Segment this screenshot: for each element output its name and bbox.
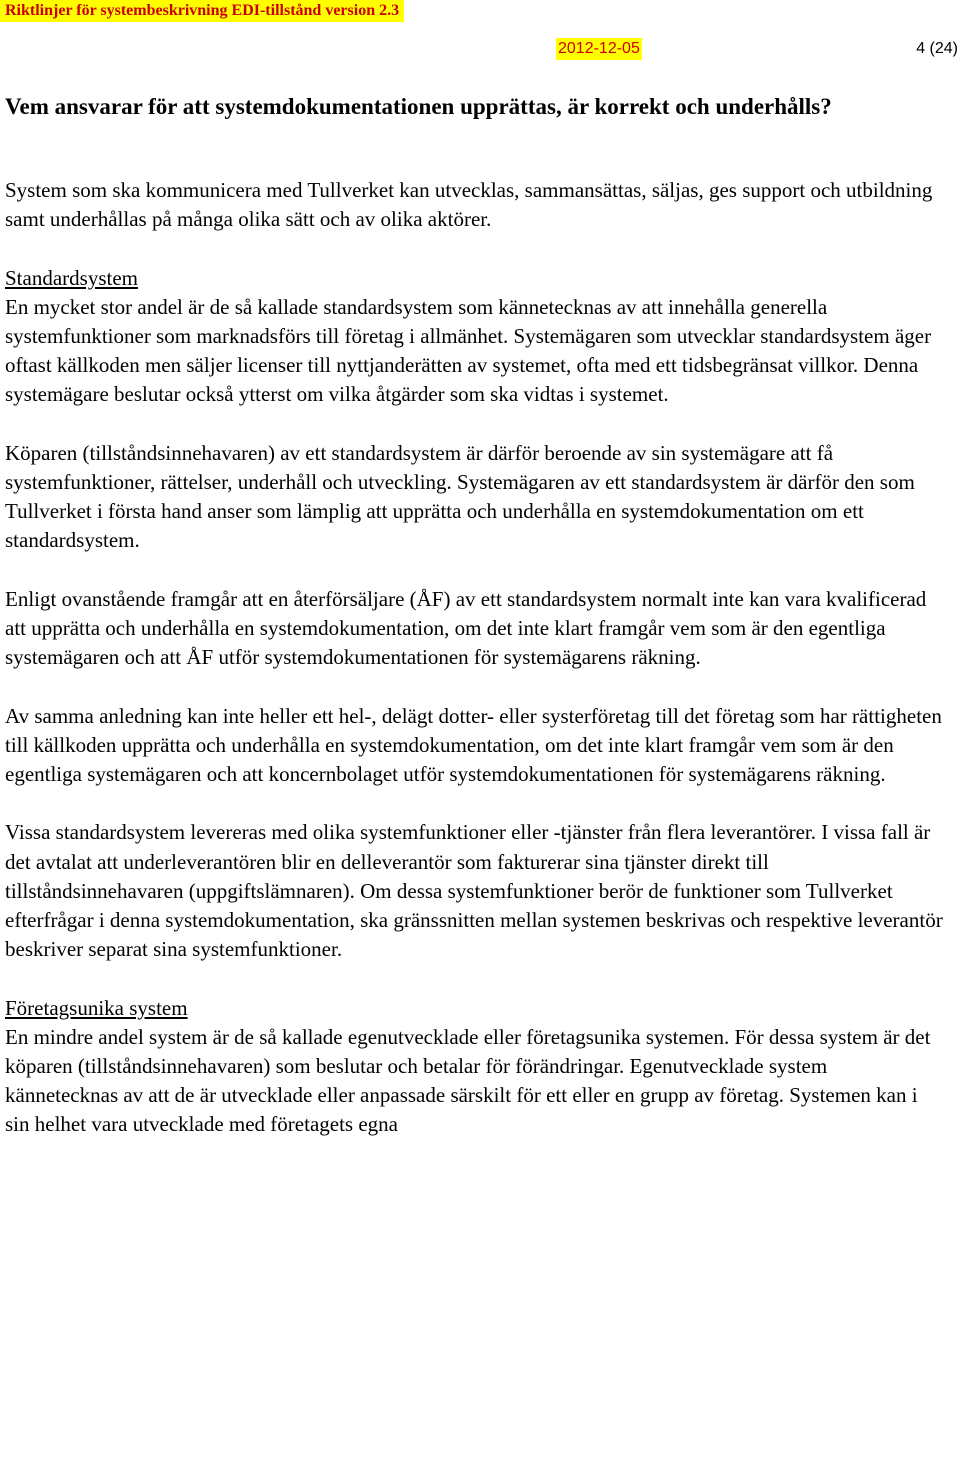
- intro-paragraph: System som ska kommunicera med Tullverket kan utvecklas, sammansättas, säljas, ges support och utbildning samt underhållas på många olika sätt och av olika aktörer.: [5, 178, 933, 232]
- document-date: 2012-12-05: [556, 38, 642, 60]
- unique-system-paragraph: En mindre andel system är de så kallade egenutvecklade eller företagsunika systemen. För dessa system är det köparen (tillståndsinnehavaren) som beslutar och betalar för förändringar. Egenutvecklade system kännetecknas av att de är utvecklade eller anpassade särskilt för ett eller en grupp av företag. Systemen kan i sin helhet vara utvecklade med företagets egna: [5, 1024, 931, 1137]
- unique-system-section: [5, 994, 945, 1140]
- document-header-title: Riktlinjer för systembeskrivning EDI-tillstånd version 2.3: [0, 0, 404, 22]
- multi-supplier-paragraph: Vissa standardsystem levereras med olika systemfunktioner eller -tjänster från flera leverantörer. I vissa fall är det avtalat att underleverantören blir en delleverantör som fakturerar sina tjänster direkt till tillståndsinnehavaren (uppgiftslämnaren). Om dessa systemfunktioner berör de funktioner som Tullverket efterfrågar i denna systemdokumentation, ska gränssnitten mellan systemen beskrivas och respektive leverantör beskriver separat sina systemfunktioner.: [5, 820, 943, 962]
- standard-system-section: [5, 264, 945, 410]
- page-number: 4 (24): [916, 40, 958, 57]
- section-heading: Vem ansvarar för att systemdokumentationen upprättas, är korrekt och underhålls?: [5, 94, 832, 119]
- reseller-paragraph: Enligt ovanstående framgår att en återförsäljare (ÅF) av ett standardsystem normalt inte kan vara kvalificerad att upprätta och underhålla en systemdokumentation, om det inte klart framgår vem som är den egentliga systemägaren och att ÅF utför systemdokumentationen för systemägarens räkning.: [5, 586, 927, 670]
- standard-system-paragraph: En mycket stor andel är de så kallade standardsystem som kännetecknas av att innehålla generella systemfunktioner som marknadsförs till företag i allmänhet. Systemägaren som utvecklar standardsystem äger oftast källkoden men säljer licenser till nyttjanderätten av systemet, ofta med ett tidsbegränsat villkor. Denna systemägare beslutar också ytterst om vilka åtgärder som ska vidtas i systemet.: [5, 294, 932, 407]
- subheading-foretagsunika: Företagsunika system: [5, 995, 188, 1020]
- subheading-standardsystem: Standardsystem: [5, 265, 138, 290]
- buyer-paragraph: Köparen (tillståndsinnehavaren) av ett standardsystem är därför beroende av sin systemägare att få systemfunktioner, rättelser, underhåll och utveckling. Systemägaren av ett standardsystem är därför den som Tullverket i första hand anser som lämplig att upprätta och underhålla en systemdokumentation om ett standardsystem.: [5, 440, 915, 553]
- document-body: [5, 176, 945, 1169]
- subsidiary-paragraph: Av samma anledning kan inte heller ett hel-, delägt dotter- eller systerföretag till det företag som har rättigheten till källkoden upprätta och underhålla en systemdokumentation, om det inte klart framgår vem som är den egentliga systemägaren och att koncernbolaget utför systemdokumentationen för systemägarens räkning.: [5, 703, 942, 786]
